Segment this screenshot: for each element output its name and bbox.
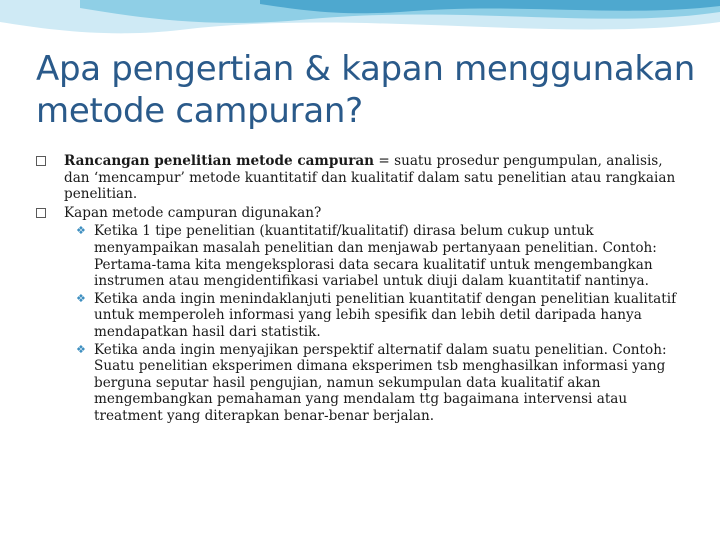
bullet-when-to-use bbox=[36, 205, 681, 222]
diamond-bullet-icon: ❖ bbox=[76, 342, 86, 356]
sub-bullet-text: Ketika anda ingin menindaklanjuti penelitian kuantitatif dengan penelitian kualitatif untuk memperoleh informasi yang lebih spesifik dan lebih detil daripada hanya mendapatkan hasil dari statistik. bbox=[94, 290, 677, 340]
square-bullet-icon bbox=[36, 156, 46, 166]
sub-bullet bbox=[36, 223, 681, 289]
square-bullet-icon bbox=[36, 208, 46, 218]
bullet-definition bbox=[36, 153, 681, 203]
sub-bullet bbox=[36, 342, 681, 425]
diamond-bullet-icon: ❖ bbox=[76, 291, 86, 305]
sub-bullet-text: Ketika 1 tipe penelitian (kuantitatif/kualitatif) dirasa belum cukup untuk menyampaikan masalah penelitian dan menjawab pertanyaan penelitian. Contoh: Pertama-tama kita mengeksplorasi data secara kualitatif untuk mengembangkan instrumen atau mengidentifikasi variabel untuk diuji dalam kuantitatif nantinya. bbox=[94, 223, 657, 290]
slide-title: Apa pengertian & kapan menggunakan metode campuran? bbox=[36, 49, 695, 131]
definition-term: Rancangan penelitian metode campuran bbox=[64, 153, 375, 169]
definition-text: = suatu prosedur pengumpulan, analisis, dan ‘mencampur’ metode kuantitatif dan kualitatif dalam satu penelitian atau rangkaian penelitian. bbox=[64, 153, 676, 203]
diamond-bullet-icon: ❖ bbox=[76, 224, 86, 238]
slide-content bbox=[36, 153, 681, 426]
sub-bullet-text: Ketika anda ingin menyajikan perspektif alternatif dalam suatu penelitian. Contoh: Suatu penelitian eksperimen dimana eksperimen tsb menghasilkan informasi yang berguna seputar hasil pengujian, namun sekumpulan data kualitatif akan mengembangkan pemahaman yang mendalam ttg bagaimana intervensi atau treatment yang diterapkan benar-benar berjalan. bbox=[94, 341, 667, 424]
sub-bullet bbox=[36, 291, 681, 341]
when-to-use-text: Kapan metode campuran digunakan? bbox=[64, 204, 322, 221]
